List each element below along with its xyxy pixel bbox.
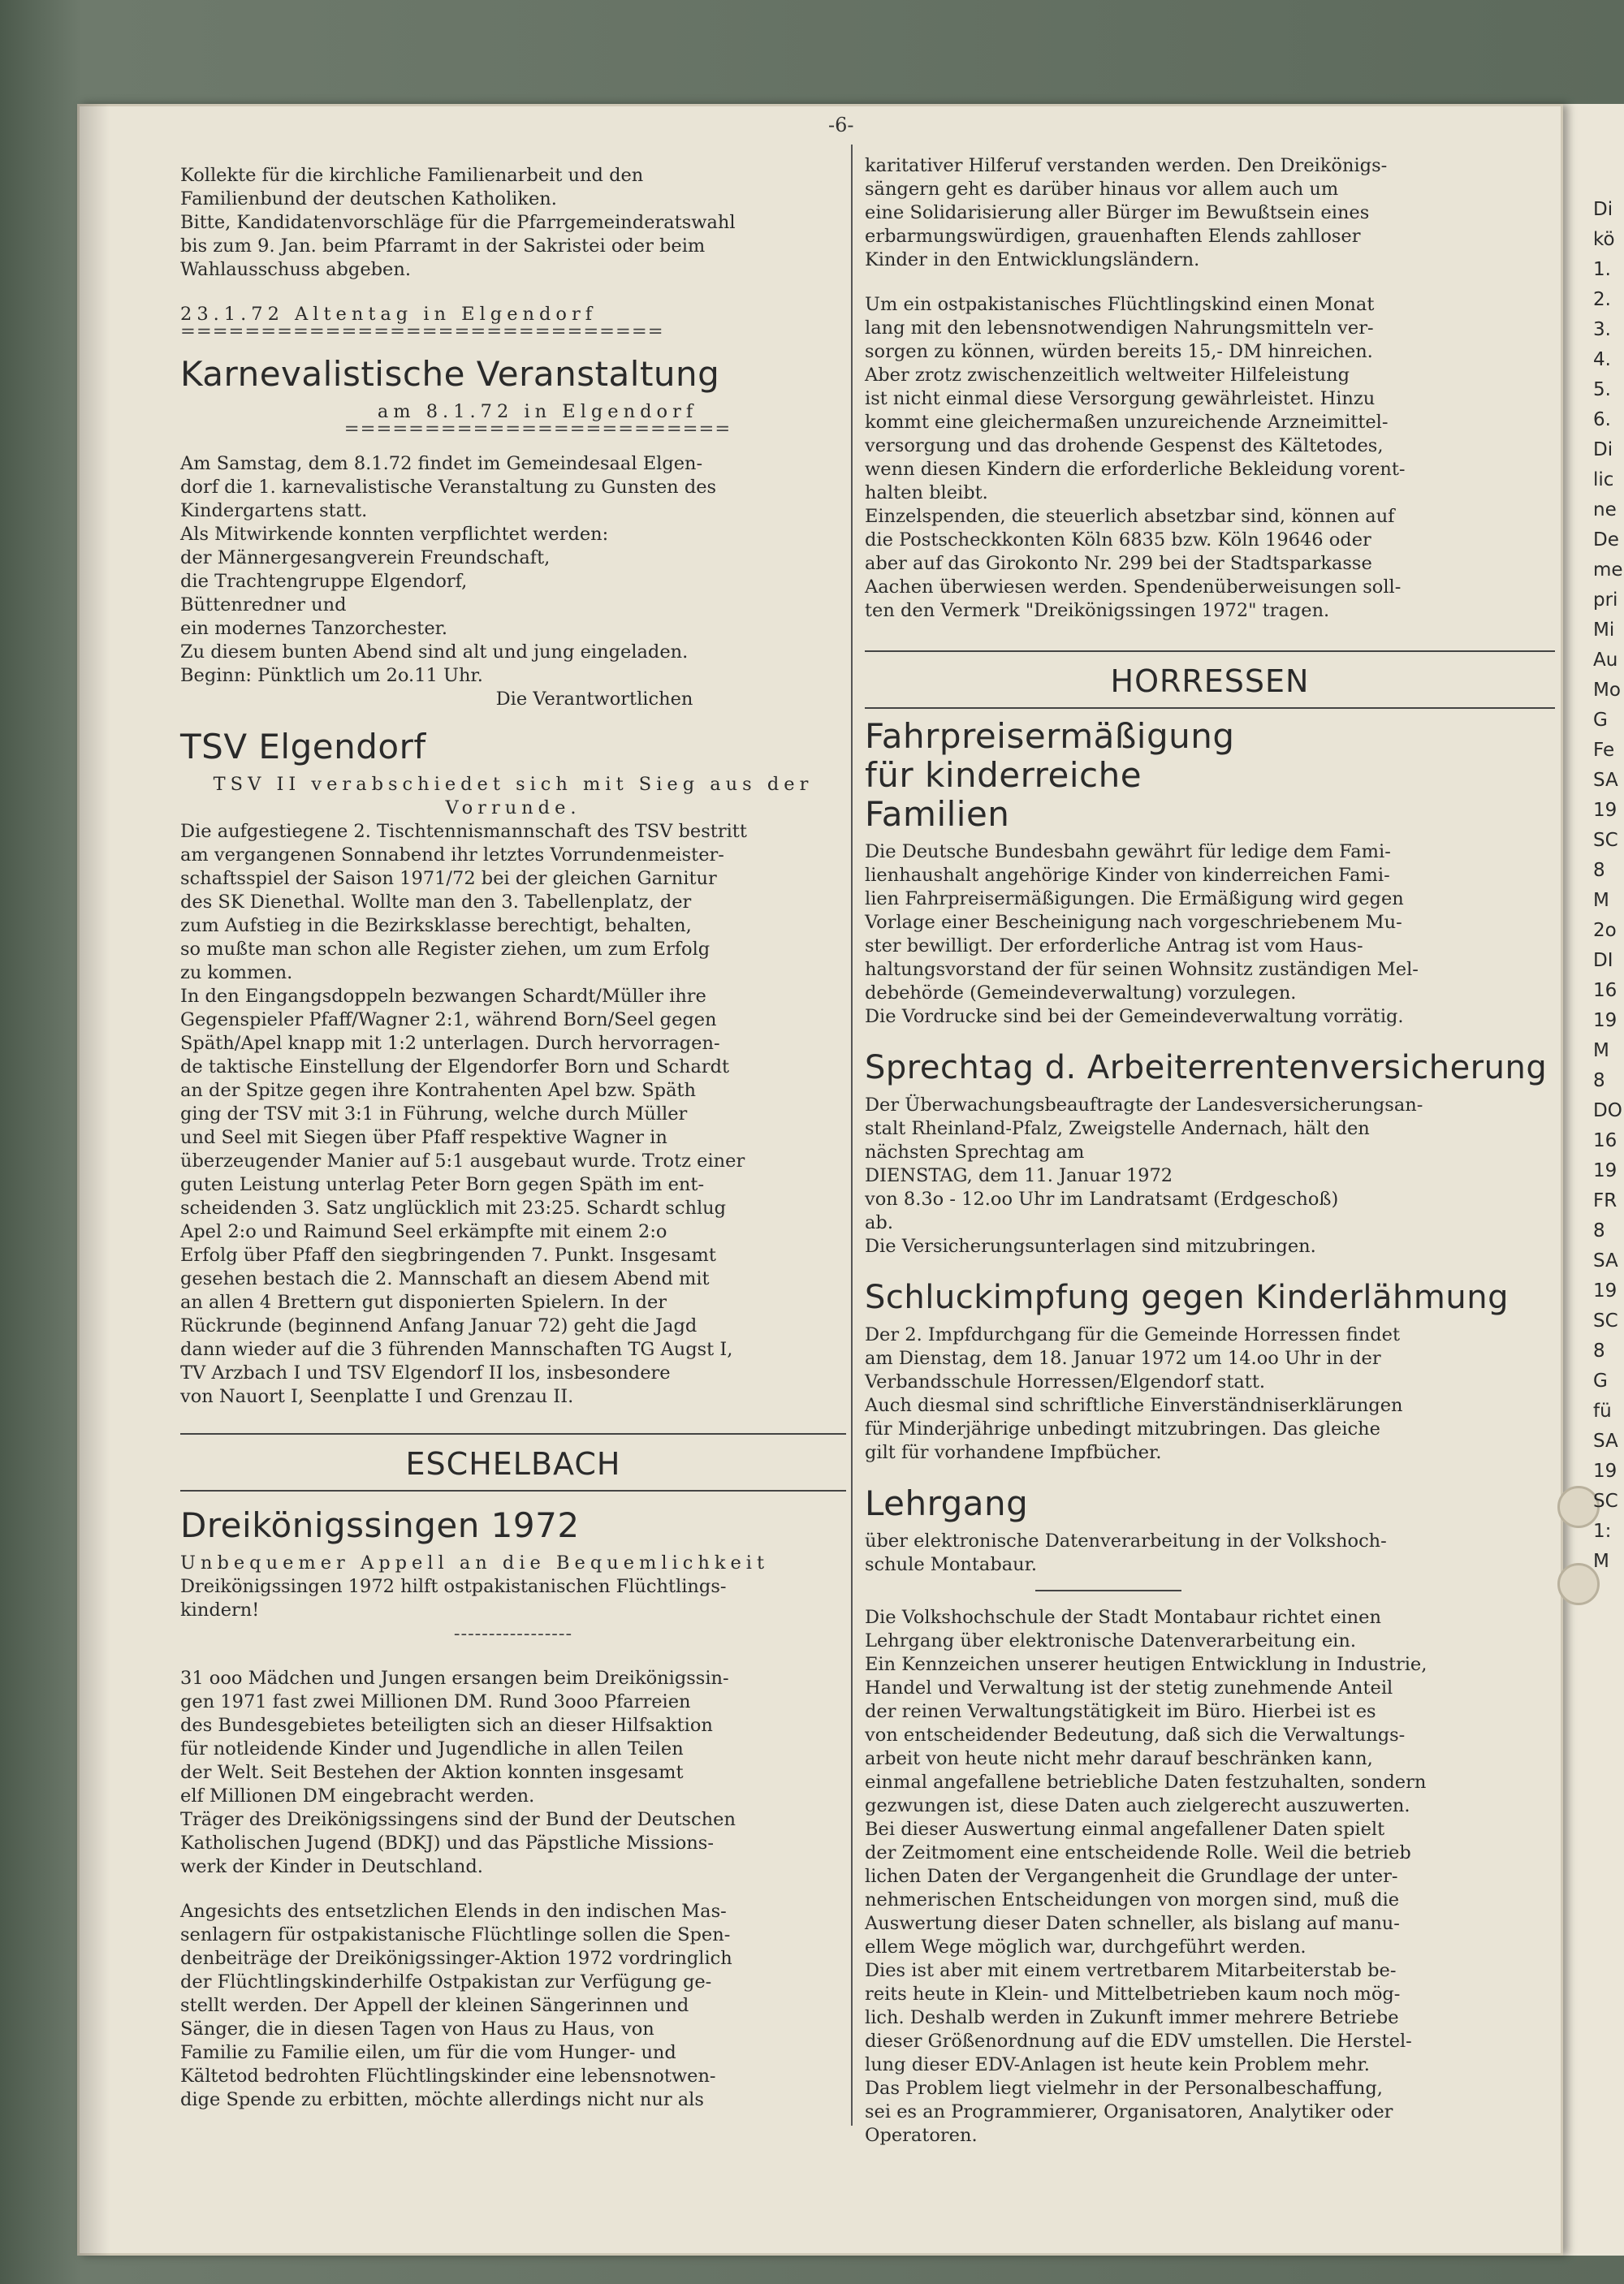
tsv-body: Die aufgestiegene 2. Tischtennismannschaft des TSV bestritt am vergangenen Sonnabend ihr letztes Vorrundenmeister- schaftsspiel der Saison 1971/72 bei der gleichen Garnitur des SK Dienethal. Wollte man den 3. Tabellenplatz, der zum Aufstieg in die Bezirksklasse berechtigt, behalten, so mußte man schon alle Register ziehen, um zum Erfolg zu kommen. In den Eingangsdoppeln bezwangen Schardt/Müller ihre Gegenspieler Pfaff/Wagner 2:1, während Born/Seel gegen Späth/Apel knapp mit 1:2 unterlagen. Durch hervorragen- de taktische Einstellung der Elgendorfer Born und Schardt an der Spitze gegen ihre Kontrahenten Apel bzw. Späth ging der TSV mit 3:1 in Führung, welche durch Müller und Seel mit Siegen über Pfaff respektive Wagner in überzeugender Manier auf 5:1 ausgebaut wurde. Trotz einer guten Leistung unterlag Peter Born gegen Späth im ent- scheidenden 3. Satz unglücklich mit 23:25. Schardt schlug Apel 2:o und Raimund Seel erkämpfte mit einem 2:o Erfolg über Pfaff den siegbringenden 7. Punkt. Insgesamt gesehen bestach die 2. Mannschaft an diesem Abend mit an allen 4 Brettern gut disponierten Spielern. In der Rückrunde (beginnend Anfang Januar 72) geht die Jagd dann wieder auf die 3 führenden Mannschaften TG Augst I, TV Arzbach I und TSV Elgendorf II los, insbesondere von Nauort I, Seenplatte I und Grenzau II. (180, 821, 747, 1407)
edge-fragment: 19 (1593, 1280, 1618, 1302)
lehrgang-title: Lehrgang (865, 1483, 1029, 1523)
edge-fragment: Au (1593, 650, 1618, 671)
sprechtag-body: Der Überwachungsbeauftragte der Landesversicherungsan- stalt Rheinland-Pfalz, Zweigstelle Andernach, hält den nächsten Sprechtag am DIENSTAG, dem 11. Januar 1972 von 8.3o - 12.oo Uhr im Landratsamt (Erdgeschoß) ab. Die Versicherungsunterlagen sind mitzubringen. (865, 1095, 1423, 1257)
edge-fragment: Mi (1593, 620, 1615, 641)
karneval-body: Am Samstag, dem 8.1.72 findet im Gemeindesaal Elgen- dorf die 1. karnevalistische Veranstaltung zu Gunsten des Kindergartens statt. Als Mitwirkende konnten verpflichtet werden: der Männergesangverein Freundschaft, die Trachtengruppe Elgendorf, Büttenredner und ein modernes Tanzorchester. Zu diesem bunten Abend sind alt und jung eingeladen. Beginn: Pünktlich um 2o.11 Uhr. (180, 453, 717, 686)
edge-fragment: SA (1593, 770, 1618, 791)
edge-fragment: kö (1593, 229, 1615, 250)
edge-fragment: 4. (1593, 349, 1611, 370)
edge-fragment: G (1593, 1371, 1608, 1392)
karneval-rule: ======================== (343, 418, 732, 439)
edge-fragment: 8 (1593, 1220, 1605, 1241)
edge-fragment: Fe (1593, 740, 1615, 761)
page-number: -6- (828, 114, 854, 136)
edge-fragment: 8 (1593, 1070, 1605, 1091)
edge-fragment: 19 (1593, 1461, 1618, 1482)
edge-fragment: 2. (1593, 289, 1611, 310)
edge-fragment: Di (1593, 199, 1613, 220)
dreikoenig-continued: karitativer Hilferuf verstanden werden. Den Dreikönigs- sängern geht es darüber hinaus vor allem auch um eine Solidarisierung aller Bürger im Bewußtsein eines erbarmungswürdigen, grauenhaften Elends zahlloser Kinder in den Entwicklungsländern. (865, 155, 1388, 270)
edge-fragment: DI (1593, 950, 1613, 971)
schluckimpfung-title: Schluckimpfung gegen Kinderlähmung (865, 1279, 1509, 1316)
edge-fragment: 8 (1593, 860, 1605, 881)
edge-fragment: 1: (1593, 1521, 1612, 1542)
edge-fragment: FR (1593, 1190, 1618, 1211)
altentag-note: 23.1.72 Altentag in Elgendorf (180, 304, 598, 325)
fahrpreis-body: Die Deutsche Bundesbahn gewährt für ledige dem Fami- lienhaushalt angehörige Kinder von kinderreichen Fami- lien Fahrpreisermäßigungen. Die Ermäßigung wird gegen Vorlage einer Bescheinigung nach vorgeschriebenem Mu- ster bewilligt. Der erforderliche Antrag ist vom Haus- haltungsvorstand der für seinen Wohnsitz zuständigen Mel- debehörde (Gemeindeverwaltung) vorzulegen. Die Vordrucke sind bei der Gemeindeverwaltung vorrätig. (865, 841, 1419, 1027)
edge-fragment: 16 (1593, 980, 1618, 1001)
dreikoenig-body-2: Angesichts des entsetzlichen Elends in den indischen Mas- senlagern für ostpakistanische Flüchtlinge sollen die Spen- denbeiträge der Dreikönigssinger-Aktion 1972 vordringlich der Flüchtlingskinderhilfe Ostpakistan zur Verfügung ge- stellt werden. Der Appell der kleinen Sängerinnen und Sänger, die in diesen Tagen von Haus zu Haus, von Familie zu Familie eilen, um für die vom Hunger- und Kältetod bedrohten Flüchtlingskinder eine lebensnotwen- dige Spende zu erbitten, möchte allerdings nicht nur als (180, 1901, 732, 2110)
edge-fragment: De (1593, 529, 1619, 550)
tsv-title: TSV Elgendorf (180, 727, 426, 766)
karneval-signature: Die Verantwortlichen (495, 689, 693, 710)
dreikoenig-rule: ----------------- (453, 1623, 573, 1644)
lehrgang-subtitle: über elektronische Datenverarbeitung in der Volkshoch- schule Montabaur. (865, 1531, 1387, 1575)
edge-fragment: SC (1593, 1491, 1618, 1512)
dreikoenig-subtitle-2: Dreikönigssingen 1972 hilft ostpakistanischen Flüchtlings- kindern! (180, 1576, 727, 1621)
karneval-title: Karnevalistische Veranstaltung (180, 354, 720, 394)
edge-fragment: 6. (1593, 409, 1611, 430)
page-gutter-shadow (77, 104, 110, 2256)
lehrgang-rule (1035, 1590, 1181, 1591)
edge-fragment: M (1593, 890, 1609, 911)
edge-fragment: Di (1593, 439, 1613, 460)
edge-fragment: 8 (1593, 1341, 1605, 1362)
edge-fragment: lic (1593, 469, 1614, 490)
edge-fragment: ne (1593, 499, 1617, 520)
column-divider (851, 145, 853, 2126)
edge-fragment: M (1593, 1551, 1609, 1572)
karneval-subtitle: am 8.1.72 in Elgendorf (377, 401, 698, 422)
left-column (180, 164, 846, 2112)
edge-fragment: 16 (1593, 1130, 1618, 1151)
edge-fragment: SC (1593, 1310, 1618, 1332)
fahrpreis-title: Fahrpreisermäßigung für kinderreiche Familien (865, 716, 1235, 834)
edge-fragment: G (1593, 710, 1608, 731)
dreikoenig-subtitle: Unbequemer Appell an die Bequemlichkeit (180, 1552, 770, 1574)
edge-fragment: Mo (1593, 680, 1621, 701)
right-column (865, 154, 1555, 2148)
edge-fragment: M (1593, 1040, 1609, 1061)
edge-fragment: fü (1593, 1401, 1612, 1422)
dreikoenig-continued-2: Um ein ostpakistanisches Flüchtlingskind einen Monat lang mit den lebensnotwendigen Nahrungsmitteln ver- sorgen zu können, würden bereits 15,- DM hinreichen. Aber zrotz zwischenzeitlich weltweiter Hilfeleistung ist nicht einmal diese Versorgung gewährleistet. Hinzu kommt eine gleichermaßen unzureichende Arzneimittel- versorgung und das drohende Gespenst des Kältetodes, wenn diesen Kindern die erforderliche Bekleidung vorent- halten bleibt. Einzelspenden, die steuerlich absetzbar sind, können auf die Postscheckkonten Köln 6835 bzw. Köln 19646 oder aber auf das Girokonto Nr. 299 bei der Stadtsparkasse Aachen überwiesen werden. Spendenüberweisungen soll- ten den Vermerk "Dreikönigssingen 1972" tragen. (865, 294, 1406, 621)
intro-text: Kollekte für die kirchliche Familienarbeit und den Familienbund der deutschen Katholiken. Bitte, Kandidatenvorschläge für die Pfarrgemeinderatswahl bis zum 9. Jan. beim Pfarramt in der Sakristei oder beim Wahlausschuss abgeben. (180, 165, 736, 280)
altentag-rule: ============================== (180, 321, 664, 342)
edge-fragment: 2o (1593, 920, 1617, 941)
edge-fragment: 5. (1593, 379, 1611, 400)
edge-fragment: 19 (1593, 1160, 1618, 1181)
lehrgang-body: Die Volkshochschule der Stadt Montabaur richtet einen Lehrgang über elektronische Datenverarbeitung ein. Ein Kennzeichen unserer heutigen Entwicklung in Industrie, Handel und Verwaltung ist der stetig zunehmende Anteil der reinen Verwaltungstätigkeit im Büro. Hierbei ist es von entscheidender Bedeutung, daß sich die Verwaltungs- arbeit von heute nicht mehr darauf beschränken kann, einmal angefallene betriebliche Daten festzuhalten, sondern gezwungen ist, diese Daten auch zielgerecht auszuwerten. Bei dieser Auswertung einmal angefallener Daten spielt der Zeitmoment eine entscheidende Rolle. Weil die betrieb lichen Daten der Vergangenheit die Grundlage der unter- nehmerischen Entscheidungen von morgen sind, muß die Auswertung dieser Daten schneller, als bislang auf manu- ellem Wege möglich war, durchgeführt werden. Dies ist aber mit einem vertretbarem Mitarbeiterstab be- reits heute in Klein- und Mittelbetrieben kaum noch mög- lich. Deshalb werden in Zukunft immer mehrere Betriebe dieser Größenordnung auf die EDV umstellen. Die Herstel- lung dieser EDV-Anlagen ist heute kein Problem mehr. Das Problem liegt vielmehr in der Personalbeschaffung, sei es an Programmierer, Organisatoren, Analytiker oder Operatoren. (865, 1607, 1427, 2146)
eschelbach-banner: ESCHELBACH (405, 1446, 621, 1482)
dreikoenig-title: Dreikönigssingen 1972 (180, 1505, 580, 1545)
edge-fragment: DO (1593, 1100, 1622, 1121)
edge-fragment: 19 (1593, 1010, 1618, 1031)
next-page-edge-text (1593, 195, 1624, 1577)
edge-fragment: 19 (1593, 800, 1618, 821)
tsv-subtitle: TSV II verabschiedet sich mit Sieg aus der Vorrunde. (213, 774, 814, 818)
sprechtag-title: Sprechtag d. Arbeiterrentenversicherung (865, 1049, 1548, 1086)
edge-fragment: SC (1593, 830, 1618, 851)
edge-fragment: 3. (1593, 319, 1611, 340)
edge-fragment: SA (1593, 1431, 1618, 1452)
edge-fragment: 1. (1593, 259, 1611, 280)
schluckimpfung-body: Der 2. Impfdurchgang für die Gemeinde Horressen findet am Dienstag, dem 18. Januar 1972 um 14.oo Uhr in der Verbandsschule Horressen/Elgendorf statt. Auch diesmal sind schriftliche Einverständniserklärungen für Minderjährige unbedingt mitzubringen. Das gleiche gilt für vorhandene Impfbücher. (865, 1324, 1403, 1463)
edge-fragment: pri (1593, 589, 1618, 611)
edge-fragment: me (1593, 559, 1623, 581)
dreikoenig-body-1: 31 ooo Mädchen und Jungen ersangen beim Dreikönigssin- gen 1971 fast zwei Millionen DM. Rund 3ooo Pfarreien des Bundesgebietes beteiligten sich an dieser Hilfsaktion für notleidende Kinder und Jugendliche in allen Teilen der Welt. Seit Bestehen der Aktion konnten insgesamt elf Millionen DM eingebracht werden. Träger des Dreikönigssingens sind der Bund der Deutschen Katholischen Jugend (BDKJ) und das Päpstliche Missions- werk der Kinder in Deutschland. (180, 1668, 736, 1877)
horressen-banner: HORRESSEN (1110, 663, 1310, 699)
edge-fragment: SA (1593, 1250, 1618, 1272)
